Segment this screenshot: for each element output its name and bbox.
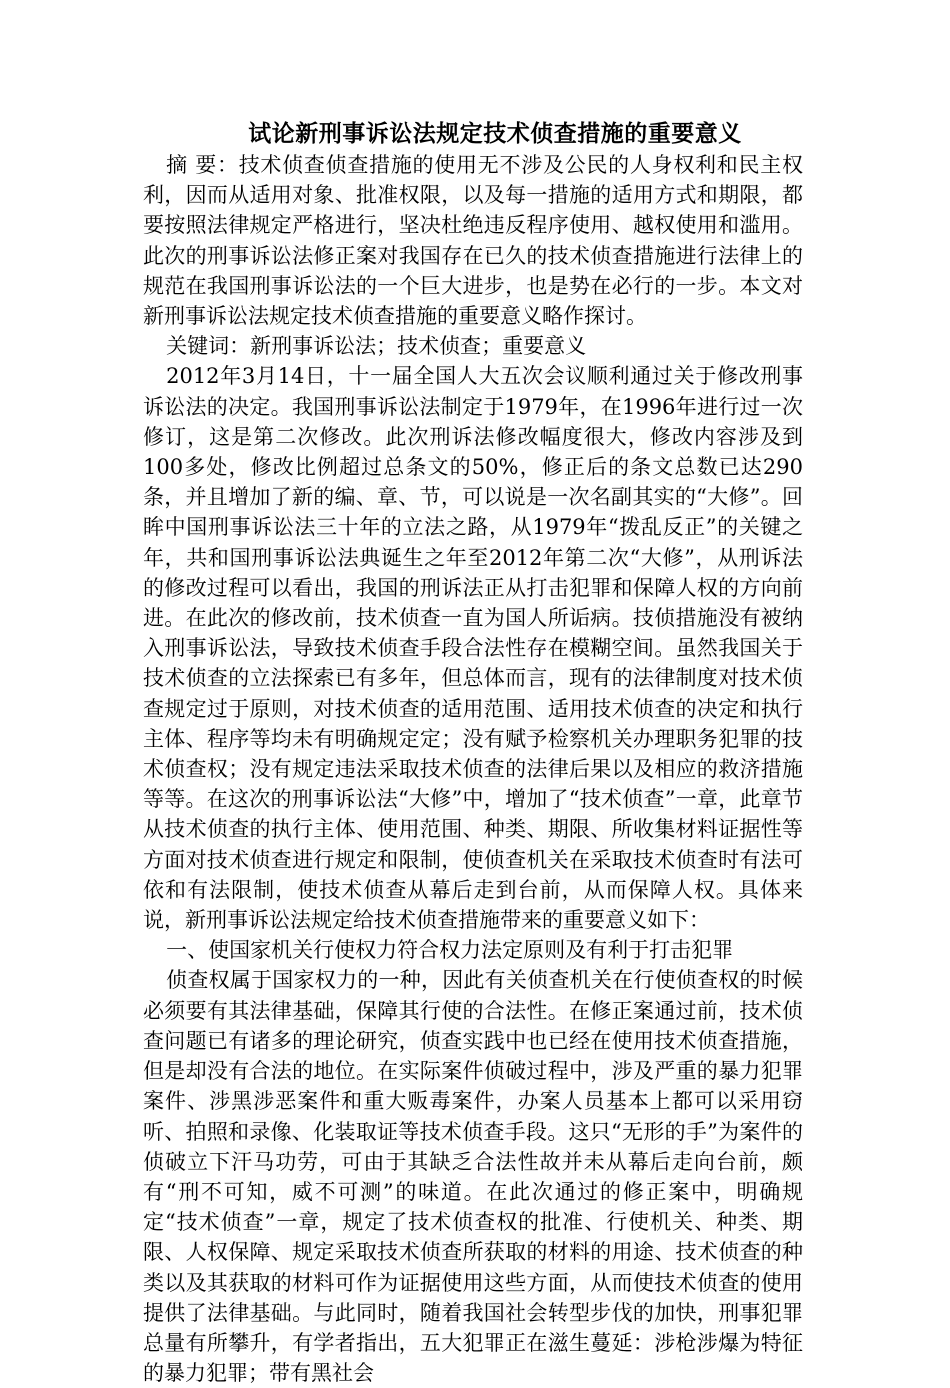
keywords-line: 关键词：新刑事诉讼法；技术侦查；重要意义 — [166, 334, 587, 359]
body-paragraph-1: 2012年3月14日，十一届全国人大五次会议顺利通过关于修改刑事诉讼法的决定。我国刑事诉讼法制定于1979年，在1996年进行过一次修订，这是第二次修改。此次刑诉法修改幅度很大，修改内容涉及到100多处，修改比例超过总条文的50%，修正后的条文总数已达290条，并且增加了新的编、章、节，可以说是一次名副其实的“大修”。回眸中国刑事诉讼法三十年的立法之路，从1979年“拨乱反正”的关键之年，共和国刑事诉讼法典诞生之年至2012年第二次“大修”，从刑诉法的修改过程可以看出，我国的刑诉法正从打击犯罪和保障人权的方向前进。在此次的修改前，技术侦查一直为国人所诟病。技侦措施没有被纳入刑事诉讼法，导致技术侦查手段合法性存在模糊空间。虽然我国关于技术侦查的立法探索已有多年，但总体而言，现有的法律制度对技术侦查规定过于原则，对技术侦查的适用范围、适用技术侦查的决定和执行主体、程序等均未有明确规定定；没有赋予检察机关办理职务犯罪的技术侦查权；没有规定违法采取技术侦查的法律后果以及相应的救济措施等等。在这次的刑事诉讼法“大修”中，增加了“技术侦查”一章，此章节从技术侦查的执行主体、使用范围、种类、期限、所收集材料证据性等方面对技术侦查进行规定和限制，使侦查机关在采取技术侦查时有法可依和有法限制，使技术侦查从幕后走到台前，从而保障人权。具体来说，新刑事诉讼法规定给技术侦查措施带来的重要意义如下： — [143, 364, 803, 933]
document-title: 试论新刑事诉讼法规定技术侦查措施的重要意义 — [248, 121, 742, 147]
document-body — [143, 150, 803, 1388]
body-paragraph-2: 侦查权属于国家权力的一种，因此有关侦查机关在行使侦查权的时候必须要有其法律基础，保障其行使的合法性。在修正案通过前，技术侦查问题已有诸多的理论研究，侦查实践中也已经在使用技术侦查措施，但是却没有合法的地位。在实际案件侦破过程中，涉及严重的暴力犯罪案件、涉黑涉恶案件和重大贩毒案件，办案人员基本上都可以采用窃听、拍照和录像、化装取证等技术侦查手段。这只“无形的手”为案件的侦破立下汗马功劳，可由于其缺乏合法性故并未从幕后走向台前，颇有“刑不可知，威不可测”的味道。在此次通过的修正案中，明确规定“技术侦查”一章，规定了技术侦查权的批准、行使机关、种类、期限、人权保障、规定采取技术侦查所获取的材料的用途、技术侦查的种类以及其获取的材料可作为证据使用这些方面，从而使技术侦查的使用提供了法律基础。与此同时，随着我国社会转型步伐的加快，刑事犯罪总量有所攀升，有学者指出，五大犯罪正在滋生蔓延：涉枪涉爆为特征的暴力犯罪；带有黑社会 — [143, 968, 803, 1386]
section-1-heading: 一、使国家机关行使权力符合权力法定原则及有利于打击犯罪 — [166, 938, 734, 963]
abstract-paragraph: 摘 要：技术侦查侦查措施的使用无不涉及公民的人身权利和民主权利，因而从适用对象、批准权限，以及每一措施的适用方式和期限，都要按照法律规定严格进行，坚决杜绝违反程序使用、越权使用和滥用。此次的刑事诉讼法修正案对我国存在已久的技术侦查措施进行法律上的规范在我国刑事诉讼法的一个巨大进步，也是势在必行的一步。本文对新刑事诉讼法规定技术侦查措施的重要意义略作探讨。 — [143, 153, 803, 329]
